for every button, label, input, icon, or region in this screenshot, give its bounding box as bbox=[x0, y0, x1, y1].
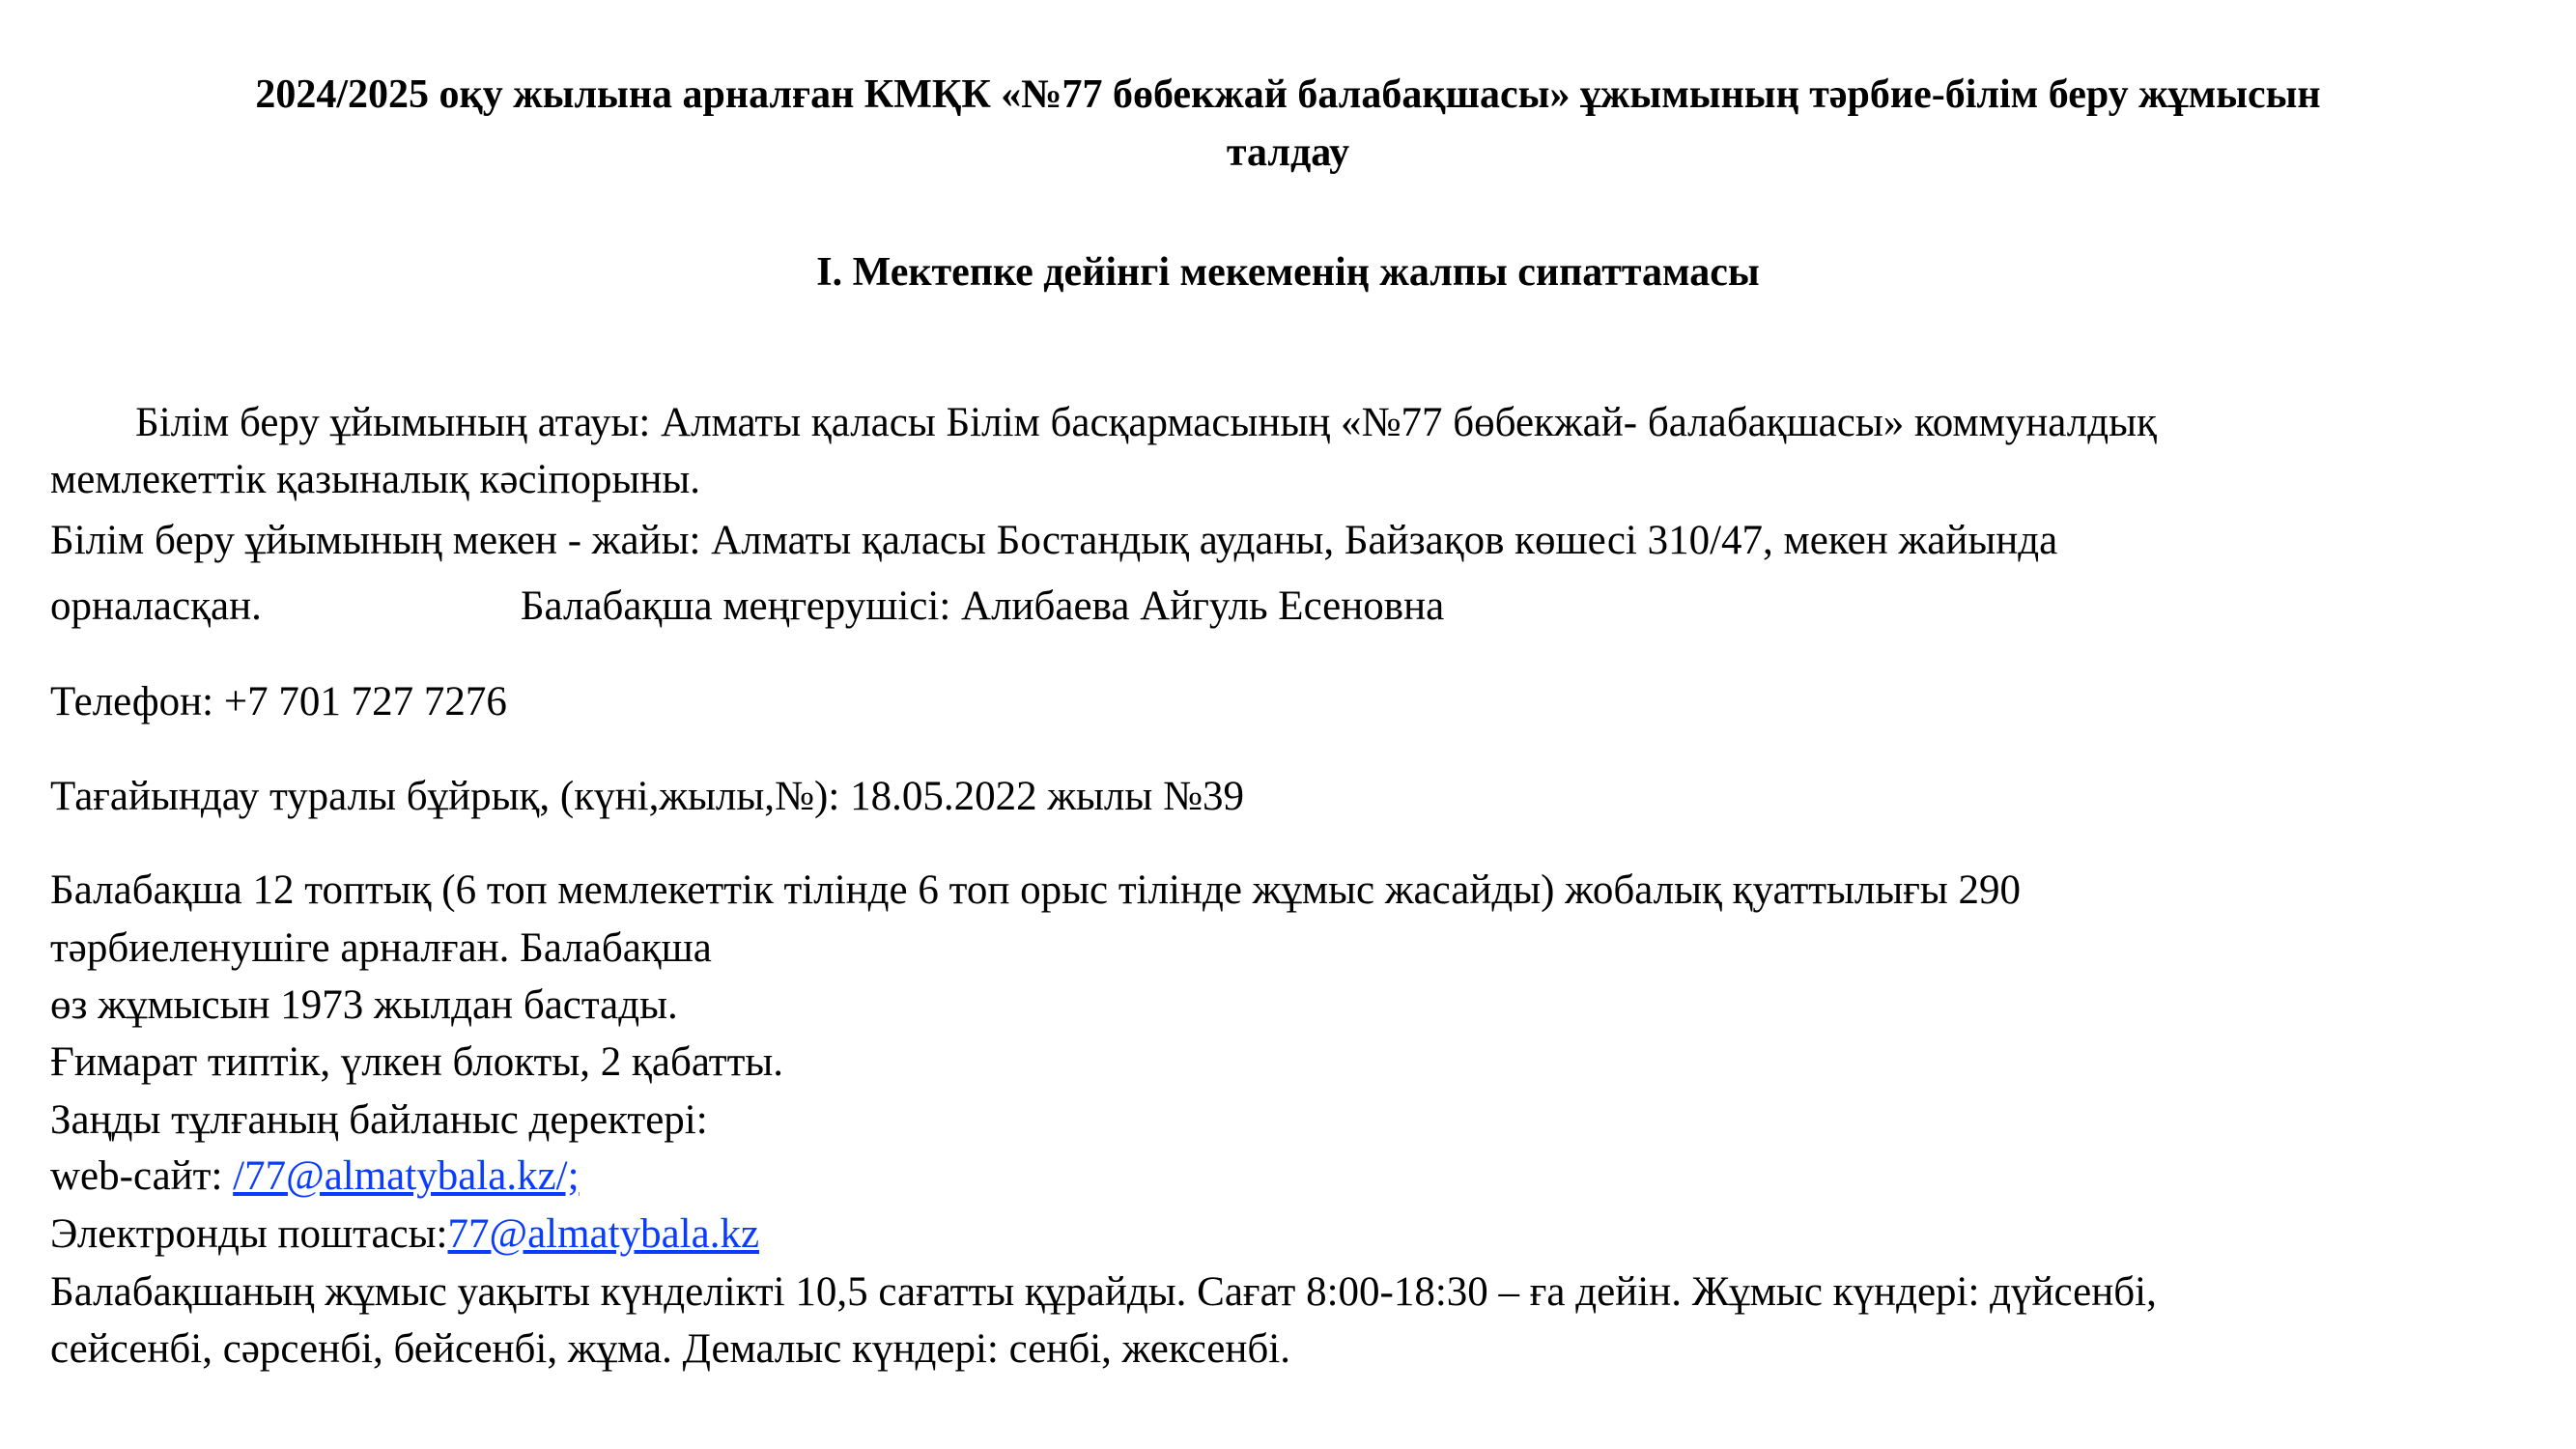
document-title-line-1: 2024/2025 оқу жылына арналған КМҚК «№77 бөбекжай балабақшасы» ұжымының тәрбие-білім беру жұмысын bbox=[255, 72, 2321, 117]
address-line-2-start: орналасқан. bbox=[50, 583, 262, 629]
section-heading: І. Мектепке дейінгі мекеменің жалпы сипаттамасы bbox=[816, 250, 1760, 295]
started-year: өз жұмысын 1973 жылдан бастады. bbox=[50, 982, 678, 1028]
hours-line-2: сейсенбі, сәрсенбі, бейсенбі, жұма. Демалыс күндері: сенбі, жексенбі. bbox=[50, 1326, 1290, 1372]
address-line-1: Білім беру ұйымының мекен - жайы: Алматы қаласы Бостандық ауданы, Байзақов көшесі 310/47, мекен жайында bbox=[50, 518, 2058, 563]
phone: Телефон: +7 701 727 7276 bbox=[50, 679, 507, 724]
hours-line-1: Балабақшаның жұмыс уақыты күнделікті 10,5 сағатты құрайды. Сағат 8:00-18:30 – ға дейін. Жұмыс күндері: дүйсенбі, bbox=[50, 1269, 2157, 1315]
contacts-heading: Заңды тұлғаның байланыс деректері: bbox=[50, 1097, 708, 1143]
org-name-line-2: мемлекеттік қазыналық кәсіпорыны. bbox=[50, 457, 701, 502]
groups-line-1: Балабақша 12 топтық (6 топ мемлекеттік тілінде 6 топ орыс тілінде жұмыс жасайды) жобалық қуаттылығы 290 bbox=[50, 867, 2022, 913]
director-name: Балабақша меңгерушісі: Алибаева Айгуль Есеновна bbox=[520, 583, 1445, 629]
groups-line-2: тәрбиеленушіге арналған. Балабақша bbox=[50, 925, 712, 971]
document-title-line-2: талдау bbox=[1226, 130, 1350, 175]
appointment-order: Тағайындау туралы бұйрық, (күні,жылы,№): 18.05.2022 жылы №39 bbox=[50, 774, 1245, 819]
email-label: Электронды поштасы: bbox=[50, 1211, 448, 1257]
website-label: web-сайт: bbox=[50, 1153, 234, 1199]
website-link[interactable]: /77@almatybala.kz/; bbox=[233, 1153, 580, 1199]
building-info: Ғимарат типтік, үлкен блокты, 2 қабатты. bbox=[50, 1039, 784, 1085]
org-name-line-1: Білім беру ұйымының атауы: Алматы қаласы Білім басқармасының «№77 бөбекжай- балабақшасы» коммуналдық bbox=[135, 400, 2157, 445]
website-row bbox=[50, 1150, 580, 1204]
email-link[interactable]: 77@almatybala.kz bbox=[447, 1211, 760, 1257]
address-line-2 bbox=[50, 580, 1444, 634]
email-row bbox=[50, 1208, 759, 1262]
